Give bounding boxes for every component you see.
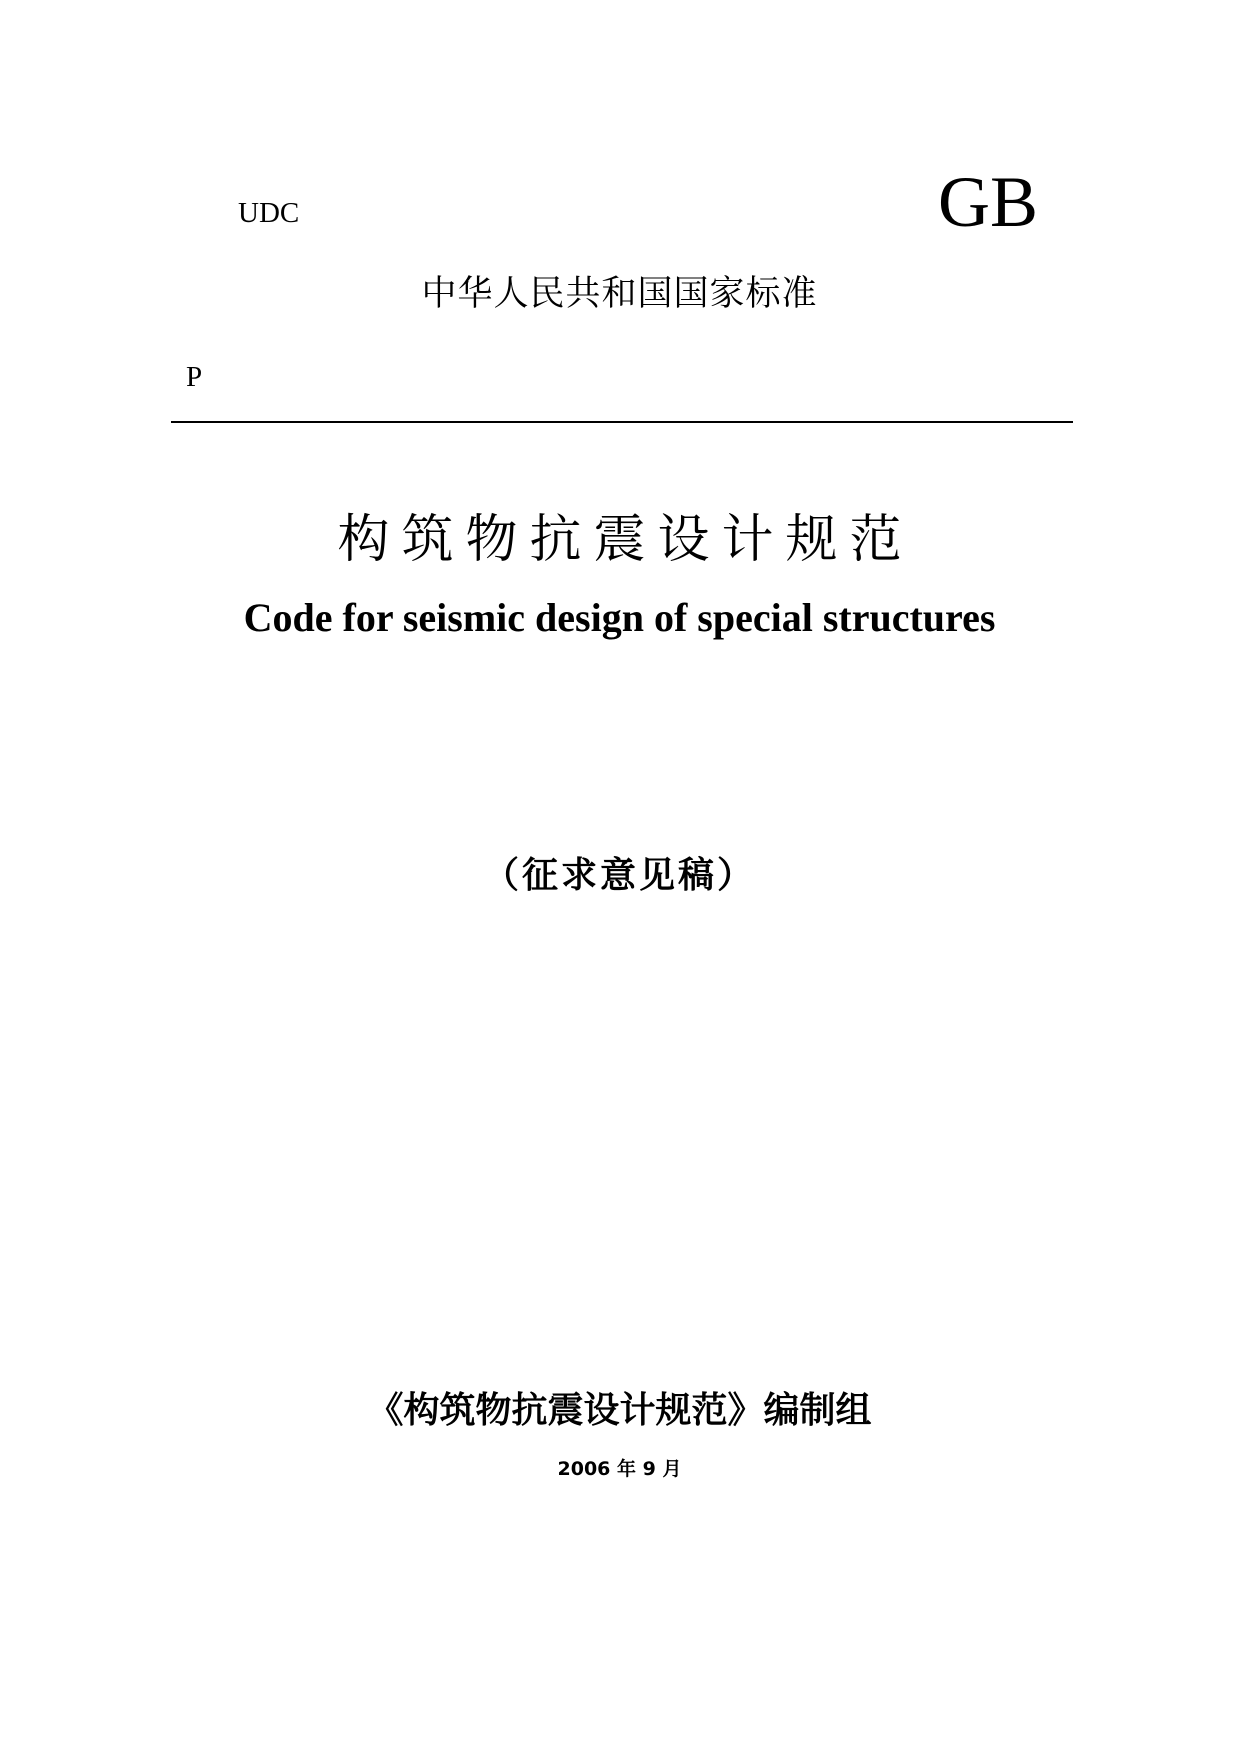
standard-type-heading: 中华人民共和国国家标准 [421,274,818,314]
document-title-english: Code for seismic design of special structures [243,595,996,640]
publication-date: 2006 年 9 月 [557,1458,682,1480]
header-divider [171,421,1073,423]
compiling-group: 《构筑物抗震设计规范》编制组 [367,1390,872,1431]
document-title-chinese: 构筑物抗震设计规范 [337,510,914,570]
gb-standard-mark: GB [938,162,1039,242]
draft-status-note: （征求意见稿） [482,855,756,896]
udc-label: UDC [238,197,300,229]
classification-label: P [186,361,203,393]
